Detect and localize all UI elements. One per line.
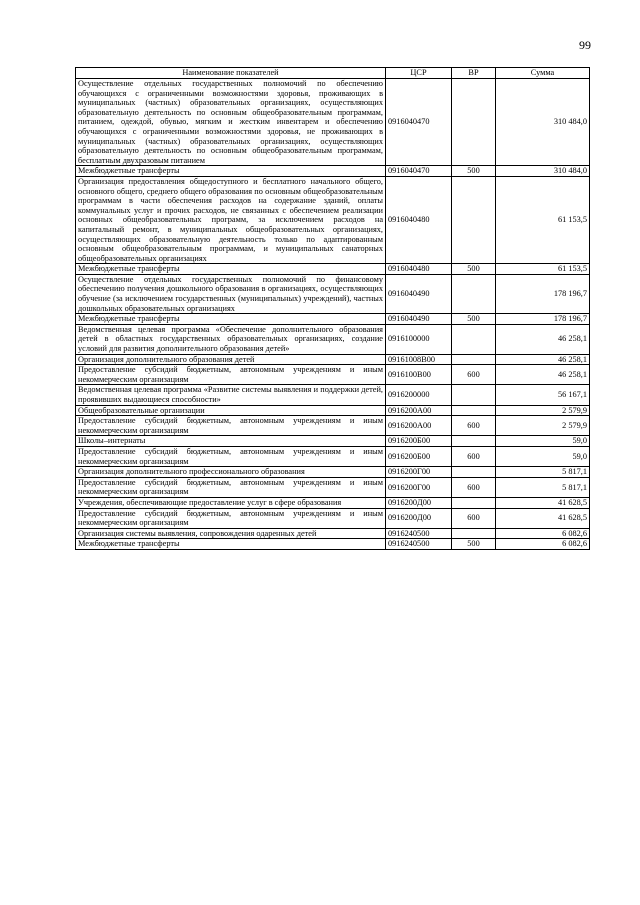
table-row xyxy=(76,365,590,385)
header-vr: ВР xyxy=(452,68,496,79)
row-csr: 0916040470 xyxy=(386,166,452,177)
table-row xyxy=(76,467,590,478)
row-name: Предоставление субсидий бюджетным, автономным учреждениям и иным некоммерческим организациям xyxy=(76,477,386,497)
row-name: Организация дополнительного образования детей xyxy=(76,354,386,365)
table-row xyxy=(76,539,590,550)
table-row xyxy=(76,528,590,539)
row-vr xyxy=(452,497,496,508)
row-name: Предоставление субсидий бюджетным, автономным учреждениям и иным некоммерческим организациям xyxy=(76,365,386,385)
row-csr: 0916200Д00 xyxy=(386,497,452,508)
row-vr xyxy=(452,528,496,539)
row-name: Осуществление отдельных государственных полномочий по обеспечению обучающихся с ограниченными возможностями здоровья, проживающих в муниципальных (частных) образовательных организациях, осуществляющих образовательную деятельность по основным общеобразовательным программам, питанием, одеждой, обувью, мягким и жестким инвентарем и обеспечению обучающихся с ограниченными возможностями здоровья, не проживающих в муниципальных (частных) образовательных организациях, осуществляющих образовательную деятельность по основным общеобразовательным программам, бесплатным двухразовым питанием xyxy=(76,79,386,166)
table-row xyxy=(76,176,590,263)
row-sum: 61 153,5 xyxy=(496,264,590,275)
row-sum: 310 484,0 xyxy=(496,166,590,177)
row-csr: 0916040470 xyxy=(386,79,452,166)
row-sum: 59,0 xyxy=(496,446,590,466)
row-name: Ведомственная целевая программа «Обеспечение дополнительного образования детей в областных государственных образовательных организациях, создание условий для развития дополнительного образования детей» xyxy=(76,324,386,354)
row-sum: 59,0 xyxy=(496,436,590,447)
row-csr: 0916200Б00 xyxy=(386,446,452,466)
header-name: Наименование показателей xyxy=(76,68,386,79)
row-sum: 46 258,1 xyxy=(496,324,590,354)
budget-table xyxy=(75,67,590,550)
row-sum: 46 258,1 xyxy=(496,354,590,365)
row-vr xyxy=(452,324,496,354)
table-row xyxy=(76,497,590,508)
row-name: Ведомственная целевая программа «Развитие системы выявления и поддержки детей, проявивших выдающиеся способности» xyxy=(76,385,386,405)
table-row xyxy=(76,324,590,354)
row-vr xyxy=(452,176,496,263)
row-name: Осуществление отдельных государственных полномочий по финансовому обеспечению получения дошкольного образования в организациях, осуществляющих обучение (за исключением государственных (муниципальных) учреждений), частных дошкольных образовательных организациях xyxy=(76,274,386,313)
row-csr: 09161008В00 xyxy=(386,354,452,365)
row-name: Межбюджетные трансферты xyxy=(76,166,386,177)
row-sum: 310 484,0 xyxy=(496,79,590,166)
row-csr: 0916240500 xyxy=(386,528,452,539)
row-csr: 0916200Б00 xyxy=(386,436,452,447)
row-csr: 0916040480 xyxy=(386,264,452,275)
page-number: 99 xyxy=(579,38,591,52)
row-vr: 600 xyxy=(452,508,496,528)
row-sum: 41 628,5 xyxy=(496,508,590,528)
row-sum: 41 628,5 xyxy=(496,497,590,508)
table-row xyxy=(76,508,590,528)
row-sum: 6 082,6 xyxy=(496,539,590,550)
row-csr: 0916200Д00 xyxy=(386,508,452,528)
row-csr: 0916040490 xyxy=(386,314,452,325)
row-name: Организация предоставления общедоступного и бесплатного начального общего, основного общего, среднего общего образования по основным общеобразовательным программам в части обеспечения расходов на содержание зданий, оплаты коммунальных услуг и прочих расходов, не связанных с обеспечением реализации основных общеобразовательных программ, за исключением расходов на капитальный ремонт, в муниципальных общеобразовательных организациях, осуществляющих образовательную деятельность только по адаптированным основным общеобразовательным программам, и муниципальных санаторных общеобразовательных организациях xyxy=(76,176,386,263)
table-row xyxy=(76,264,590,275)
row-vr xyxy=(452,274,496,313)
row-csr: 0916100В00 xyxy=(386,365,452,385)
row-sum: 178 196,7 xyxy=(496,274,590,313)
header-csr: ЦСР xyxy=(386,68,452,79)
row-vr: 500 xyxy=(452,314,496,325)
row-vr xyxy=(452,405,496,416)
row-name: Организация дополнительного профессионального образования xyxy=(76,467,386,478)
table-row xyxy=(76,166,590,177)
table-row xyxy=(76,385,590,405)
row-csr: 0916200000 xyxy=(386,385,452,405)
row-name: Учреждения, обеспечивающие предоставление услуг в сфере образования xyxy=(76,497,386,508)
row-name: Общеобразовательные организации xyxy=(76,405,386,416)
row-csr: 0916200А00 xyxy=(386,416,452,436)
row-sum: 46 258,1 xyxy=(496,365,590,385)
row-vr xyxy=(452,436,496,447)
table-row xyxy=(76,354,590,365)
row-sum: 5 817,1 xyxy=(496,467,590,478)
row-sum: 178 196,7 xyxy=(496,314,590,325)
row-sum: 2 579,9 xyxy=(496,405,590,416)
row-vr: 600 xyxy=(452,365,496,385)
row-vr xyxy=(452,354,496,365)
row-csr: 0916200А00 xyxy=(386,405,452,416)
row-sum: 6 082,6 xyxy=(496,528,590,539)
row-vr xyxy=(452,385,496,405)
table-row xyxy=(76,79,590,166)
header-row xyxy=(76,68,590,79)
row-sum: 61 153,5 xyxy=(496,176,590,263)
row-sum: 5 817,1 xyxy=(496,477,590,497)
row-csr: 0916240500 xyxy=(386,539,452,550)
row-name: Организация системы выявления, сопровождения одаренных детей xyxy=(76,528,386,539)
table-row xyxy=(76,405,590,416)
row-csr: 0916100000 xyxy=(386,324,452,354)
row-name: Предоставление субсидий бюджетным, автономным учреждениям и иным некоммерческим организациям xyxy=(76,508,386,528)
row-vr xyxy=(452,79,496,166)
header-sum: Сумма xyxy=(496,68,590,79)
row-csr: 0916040480 xyxy=(386,176,452,263)
row-name: Межбюджетные трансферты xyxy=(76,264,386,275)
row-name: Межбюджетные трансферты xyxy=(76,539,386,550)
row-vr: 600 xyxy=(452,416,496,436)
row-sum: 56 167,1 xyxy=(496,385,590,405)
row-csr: 0916040490 xyxy=(386,274,452,313)
table-row xyxy=(76,446,590,466)
row-vr: 500 xyxy=(452,166,496,177)
row-name: Школы–интернаты xyxy=(76,436,386,447)
row-vr: 500 xyxy=(452,264,496,275)
table-row xyxy=(76,436,590,447)
table-row xyxy=(76,477,590,497)
row-name: Предоставление субсидий бюджетным, автономным учреждениям и иным некоммерческим организациям xyxy=(76,446,386,466)
table-row xyxy=(76,314,590,325)
row-sum: 2 579,9 xyxy=(496,416,590,436)
row-vr: 600 xyxy=(452,446,496,466)
table-row xyxy=(76,274,590,313)
row-csr: 0916200Г00 xyxy=(386,467,452,478)
row-vr xyxy=(452,467,496,478)
row-vr: 600 xyxy=(452,477,496,497)
row-csr: 0916200Г00 xyxy=(386,477,452,497)
row-vr: 500 xyxy=(452,539,496,550)
row-name: Предоставление субсидий бюджетным, автономным учреждениям и иным некоммерческим организациям xyxy=(76,416,386,436)
table-row xyxy=(76,416,590,436)
row-name: Межбюджетные трансферты xyxy=(76,314,386,325)
